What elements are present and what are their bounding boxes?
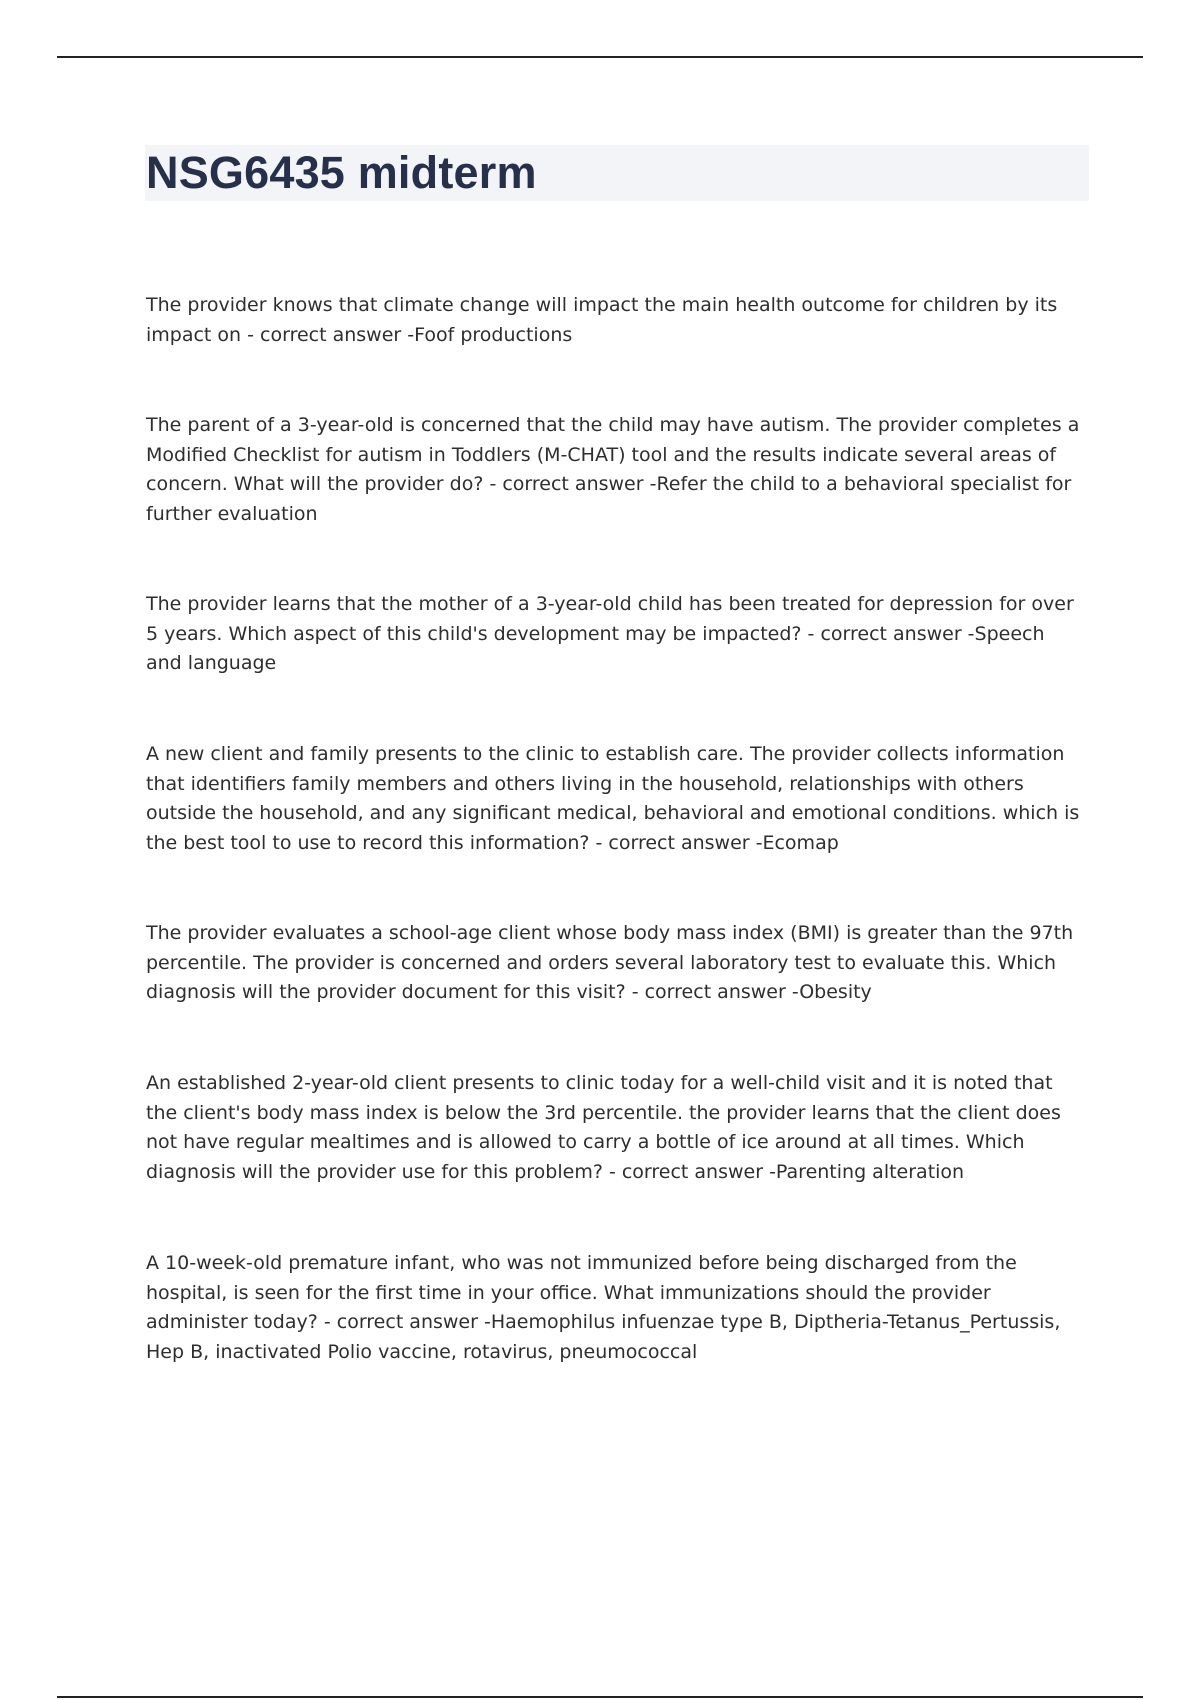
question-text: A new client and family presents to the clinic to establish care. The provider collects information that identifiers family members and others living in the household, relationships with others outside the household, and any significant medical, behavioral and emotional conditions. which is the best tool to use to record this information? - correct answer -Ecomap [146, 743, 1080, 854]
question-text: An established 2-year-old client presents to clinic today for a well-child visit and it is noted that the client's body mass index is below the 3rd percentile. the provider learns that the client does not have regular mealtimes and is allowed to carry a bottle of ice around at all times. Which diagnosis will the provider use for this problem? - correct answer -Parenting alteration [146, 1072, 1061, 1183]
question-text: The provider learns that the mother of a 3-year-old child has been treated for depression for over 5 years. Which aspect of this child's development may be impacted? - correct answer -Speech and language [146, 593, 1074, 674]
question-text: A 10-week-old premature infant, who was not immunized before being discharged from the hospital, is seen for the first time in your office. What immunizations should the provider administer today? - correct answer -Haemophilus infuenzae type B, Diptheria-Tetanus_Pertussis, Hep B, inactivated Polio vaccine, rotavirus, pneumococcal [146, 1252, 1061, 1363]
question-item-1 [146, 291, 1086, 350]
question-item-7 [146, 1249, 1086, 1367]
question-item-3 [146, 590, 1086, 679]
top-divider [57, 56, 1143, 58]
question-item-2 [146, 411, 1086, 529]
page-title: NSG6435 midterm [146, 147, 537, 198]
question-text: The provider knows that climate change will impact the main health outcome for children by its impact on - correct answer -Foof productions [146, 294, 1058, 346]
question-item-6 [146, 1069, 1086, 1187]
question-item-5 [146, 919, 1086, 1008]
question-text: The parent of a 3-year-old is concerned that the child may have autism. The provider completes a Modified Checklist for autism in Toddlers (M-CHAT) tool and the results indicate several areas of concern. What will the provider do? - correct answer -Refer the child to a behavioral specialist for further evaluation [146, 414, 1080, 525]
question-text: The provider evaluates a school-age client whose body mass index (BMI) is greater than the 97th percentile. The provider is concerned and orders several laboratory test to evaluate this. Which diagnosis will the provider document for this visit? - correct answer -Obesity [146, 922, 1074, 1003]
question-item-4 [146, 740, 1086, 858]
bottom-divider [57, 1696, 1143, 1698]
